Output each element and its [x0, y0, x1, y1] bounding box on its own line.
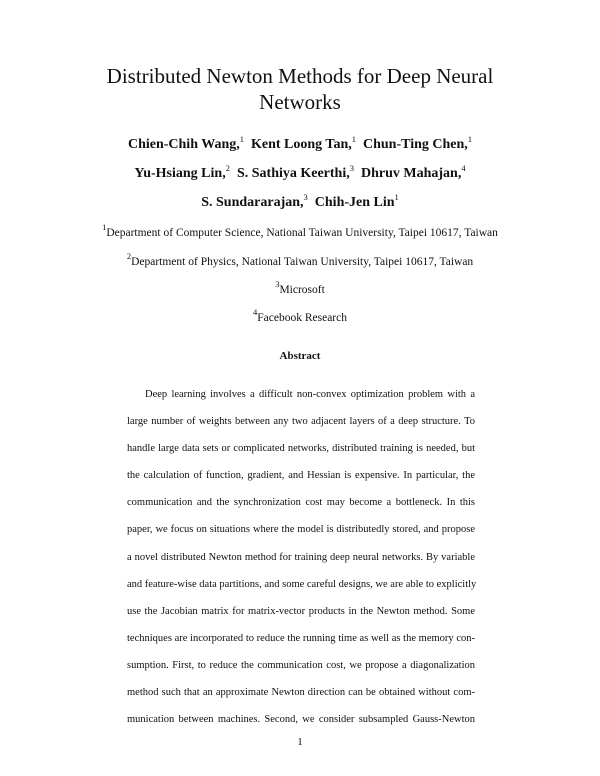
- abstract-heading: Abstract: [279, 350, 321, 362]
- author-line-3: [0, 194, 600, 212]
- author-line-2: [0, 165, 600, 183]
- affiliation-text: Facebook Research: [257, 312, 347, 324]
- affiliation-number: 4: [253, 307, 258, 317]
- author-name: Yu-Hsiang Lin,: [134, 166, 226, 181]
- author-affiliation-mark: 3: [349, 163, 354, 173]
- author-name: S. Sathiya Keerthi,: [236, 166, 350, 181]
- affiliation-text: Microsoft: [279, 284, 325, 296]
- author-affiliation-mark: 4: [461, 163, 466, 173]
- abstract-line: munication between machines. Second, we consider subsampled Gauss-Newton: [127, 714, 475, 726]
- abstract-line: techniques are incorporated to reduce the running time as well as the memory con-: [127, 632, 475, 644]
- abstract-line: the calculation of function, gradient, and Hessian is expensive. In particular, the: [127, 470, 475, 482]
- affiliation-number: 1: [102, 222, 107, 232]
- author-line-1: [0, 136, 600, 154]
- paper-title: [0, 63, 600, 115]
- abstract-line: and feature-wise data partitions, and some careful designs, we are able to explicitly: [127, 578, 477, 590]
- affiliation-number: 2: [126, 251, 132, 261]
- title-line-2: Networks: [259, 90, 341, 114]
- author-name: Chih-Jen Lin: [314, 195, 395, 210]
- affiliation-text: Department of Computer Science, National Taiwan University, Taipei 10617, Taiwan: [106, 227, 498, 239]
- abstract-body: [127, 381, 475, 733]
- abstract-line: paper, we focus on situations where the model is distributedly stored, and propose: [127, 524, 475, 536]
- author-affiliation-mark: 3: [303, 192, 308, 202]
- abstract-line: sumption. First, to reduce the communication cost, we propose a diagonalization: [127, 659, 475, 671]
- author-affiliation-mark: 2: [225, 163, 230, 173]
- author-name: Dhruv Mahajan,: [360, 166, 462, 181]
- affiliation-number: 3: [275, 279, 280, 289]
- affiliation-4: [0, 307, 600, 326]
- abstract-line: large number of weights between any two adjacent layers of a deep structure. To: [127, 416, 475, 428]
- page-number: 1: [297, 736, 303, 748]
- affiliation-text: Department of Physics, National Taiwan University, Taipei 10617, Taiwan: [131, 256, 474, 268]
- abstract-line: use the Jacobian matrix for matrix-vector products in the Newton method. Some: [127, 605, 475, 617]
- affiliation-2: [0, 251, 600, 270]
- abstract-line: a novel distributed Newton method for training deep neural networks. By variable: [127, 551, 475, 563]
- abstract-line: method such that an approximate Newton direction can be obtained without com-: [127, 687, 475, 699]
- author-name: S. Sundararajan,: [201, 195, 304, 210]
- affiliation-1: [0, 222, 600, 241]
- author-name: Kent Loong Tan,: [250, 137, 352, 152]
- author-affiliation-mark: 1: [467, 134, 473, 144]
- author-affiliation-mark: 1: [239, 134, 244, 144]
- abstract-line: communication and the synchronization cost may become a bottleneck. In this: [127, 497, 475, 509]
- author-affiliation-mark: 1: [394, 192, 399, 202]
- author-affiliation-mark: 1: [351, 134, 356, 144]
- abstract-line: Deep learning involves a difficult non-convex optimization problem with a: [145, 389, 475, 400]
- author-name: Chun-Ting Chen,: [363, 137, 468, 152]
- title-line-1: Distributed Newton Methods for Deep Neural: [106, 64, 494, 88]
- author-name: Chien-Chih Wang,: [127, 137, 240, 152]
- abstract-line: handle large data sets or complicated networks, distributed training is needed, but: [127, 443, 475, 455]
- affiliation-3: [0, 279, 600, 298]
